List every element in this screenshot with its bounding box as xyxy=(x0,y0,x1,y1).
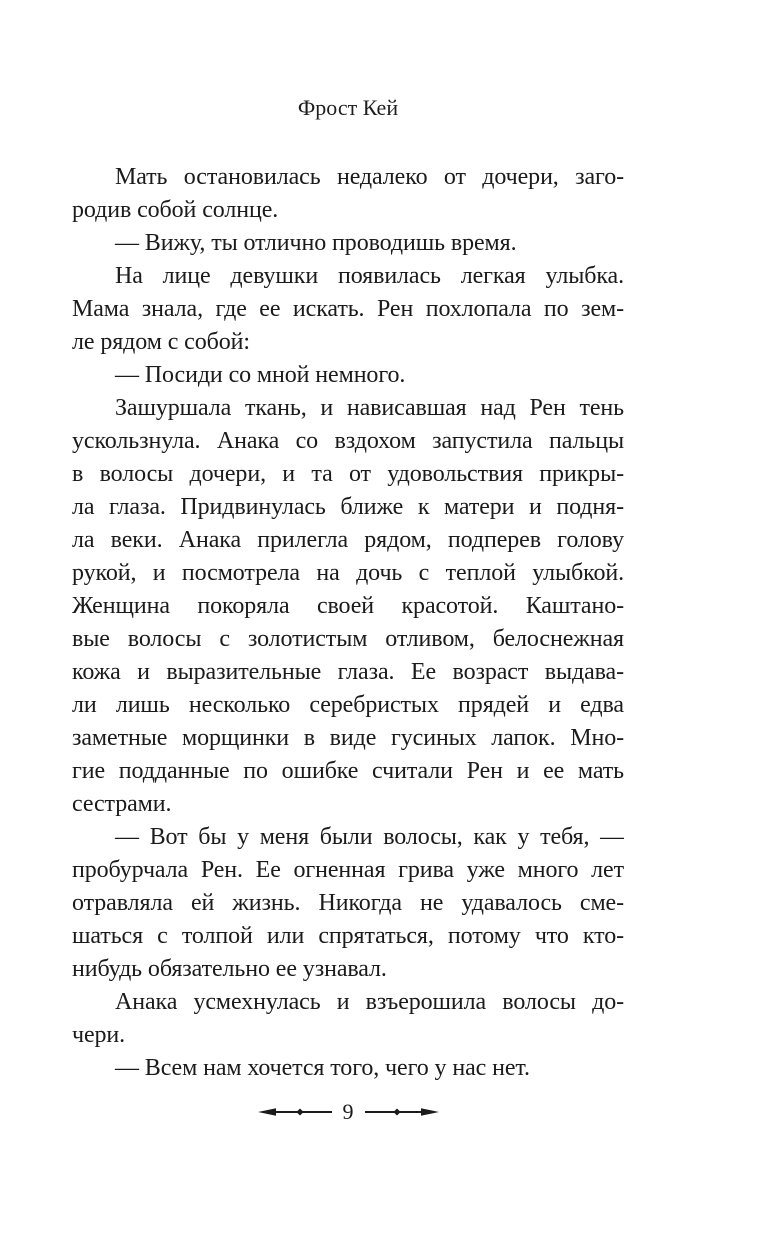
text-line: Женщина покоряла своей красотой. Каштано- xyxy=(72,593,624,619)
text-line: вые волосы с золотистым отливом, белоснежная xyxy=(72,626,624,652)
page-body xyxy=(72,161,624,1085)
text-line: На лице девушки появилась легкая улыбка. xyxy=(115,263,624,289)
text-line: ле рядом с собой: xyxy=(72,329,250,355)
page-footer xyxy=(72,1099,624,1125)
text-line: ли лишь несколько серебристых прядей и едва xyxy=(72,692,624,718)
text-line: Мать остановилась недалеко от дочери, заго- xyxy=(115,164,624,190)
text-line: отравляла ей жизнь. Никогда не удавалось сме- xyxy=(72,890,624,916)
text-line: — Вижу, ты отлично проводишь время. xyxy=(115,230,517,256)
text-line: — Посиди со мной немного. xyxy=(115,362,406,388)
text-line: гие подданные по ошибке считали Рен и ее мать xyxy=(72,758,624,784)
text-line: ла глаза. Придвинулась ближе к матери и подня- xyxy=(72,494,624,520)
text-line: рукой, и посмотрела на дочь с теплой улыбкой. xyxy=(72,560,624,586)
text-line: в волосы дочери, и та от удовольствия прикры- xyxy=(72,461,624,487)
text-line: нибудь обязательно ее узнавал. xyxy=(72,956,387,982)
text-line: чери. xyxy=(72,1022,126,1048)
text-line: — Вот бы у меня были волосы, как у тебя, — xyxy=(115,824,624,850)
text-line: — Всем нам хочется того, чего у нас нет. xyxy=(115,1055,530,1081)
right-arrow-ornament xyxy=(365,1106,439,1118)
text-line: шаться с толпой или спрятаться, потому что кто- xyxy=(72,923,624,949)
text-line: родив собой солнце. xyxy=(72,197,279,223)
text-line: ускользнула. Анака со вздохом запустила пальцы xyxy=(72,428,624,454)
page-number: 9 xyxy=(342,1099,354,1124)
text-line: сестрами. xyxy=(72,791,172,817)
text-line: Анака усмехнулась и взъерошила волосы до- xyxy=(115,989,624,1015)
text-line: кожа и выразительные глаза. Ее возраст выдава- xyxy=(72,659,624,685)
left-arrow-ornament xyxy=(258,1106,332,1118)
running-header: Фрост Кей xyxy=(297,95,399,120)
text-line: пробурчала Рен. Ее огненная грива уже много лет xyxy=(72,857,624,883)
text-line: заметные морщинки в виде гусиных лапок. Мно- xyxy=(72,725,624,751)
text-line: ла веки. Анака прилегла рядом, подперев голову xyxy=(72,527,624,553)
text-line: Мама знала, где ее искать. Рен похлопала по зем- xyxy=(72,296,624,322)
text-line: Зашуршала ткань, и нависавшая над Рен тень xyxy=(115,395,624,421)
